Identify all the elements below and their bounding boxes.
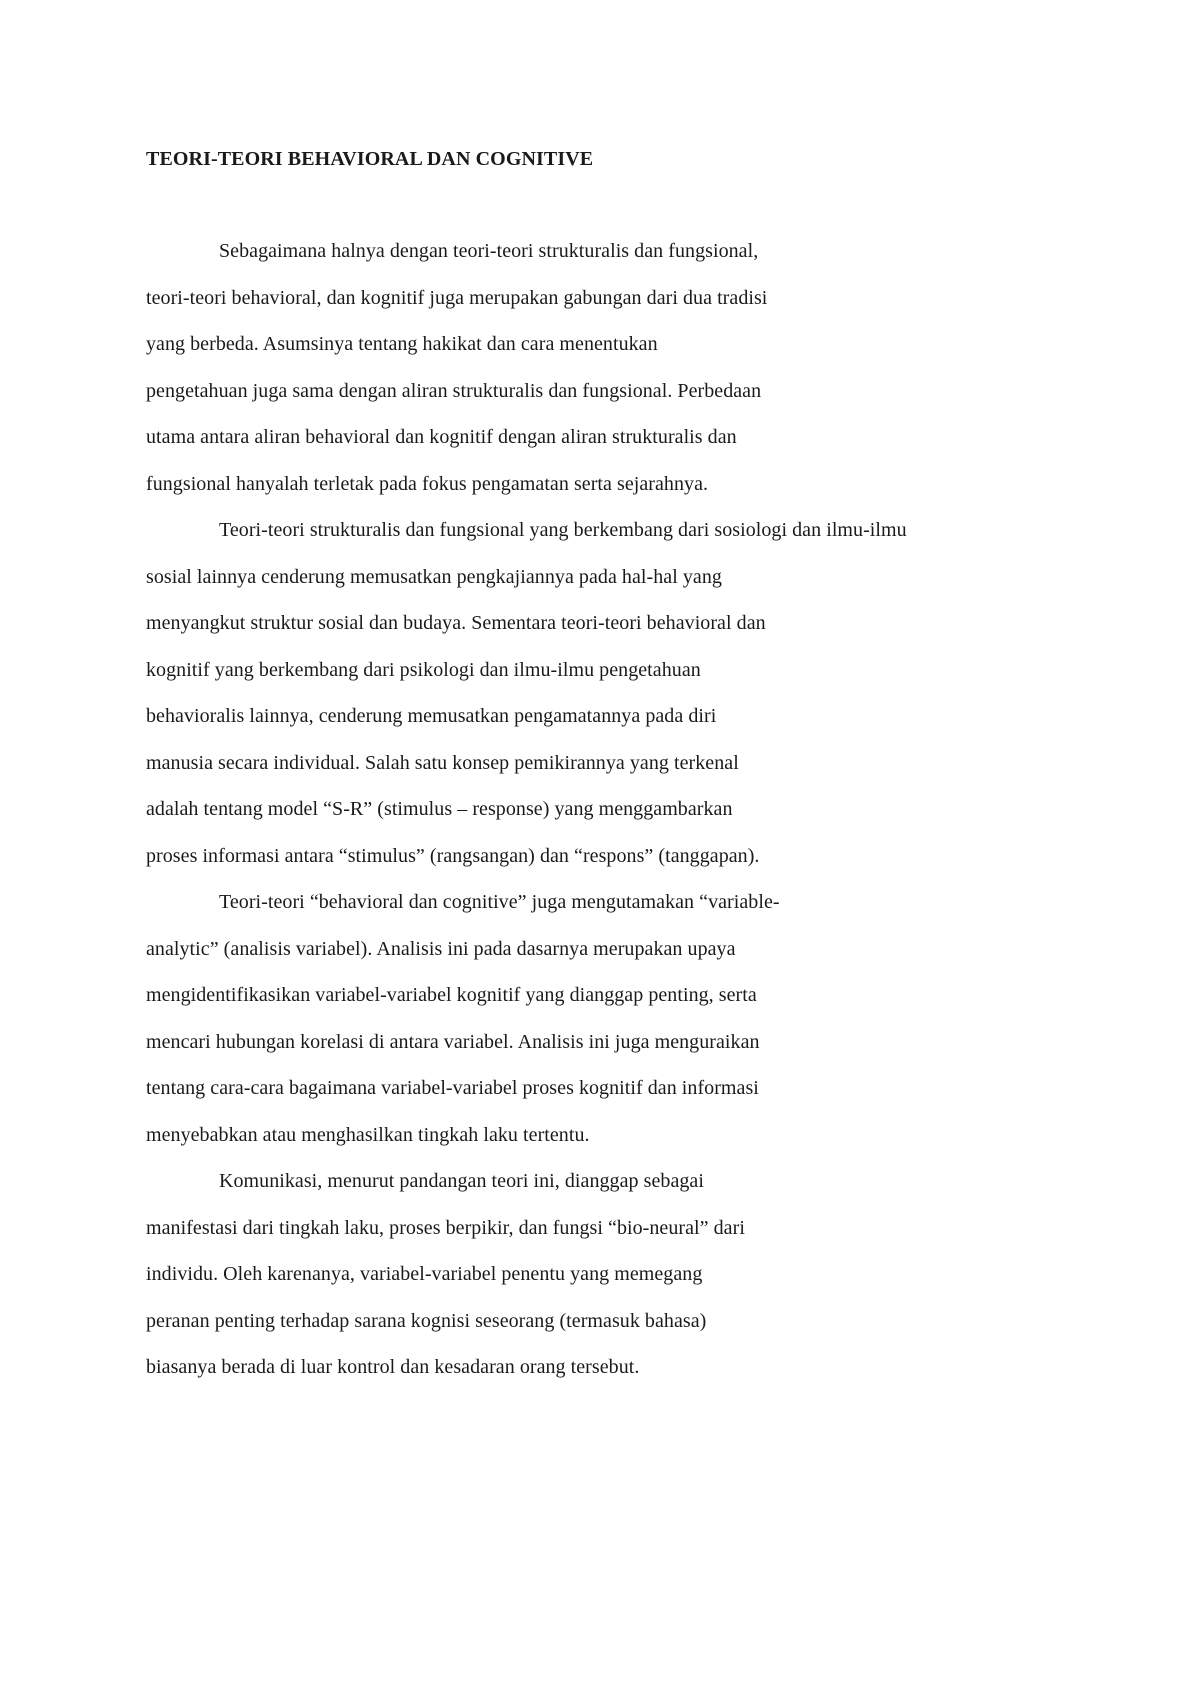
document-body [146,239,1066,1402]
text-line: biasanya berada di luar kontrol dan kesadaran orang tersebut. [146,1356,640,1378]
text-line: sosial lainnya cenderung memusatkan pengkajiannya pada hal-hal yang [146,565,722,588]
document-title: TEORI-TEORI BEHAVIORAL DAN COGNITIVE [146,148,594,170]
text-line: teori-teori behavioral, dan kognitif juga merupakan gabungan dari dua tradisi [146,286,768,309]
text-line: manifestasi dari tingkah laku, proses berpikir, dan fungsi “bio-neural” dari [146,1216,745,1239]
document-content [146,147,1066,1378]
text-line: proses informasi antara “stimulus” (rangsangan) dan “respons” (tanggapan). [146,844,760,867]
paragraph-first-line: Komunikasi, menurut pandangan teori ini, dianggap sebagai [219,1170,704,1192]
text-line: fungsional hanyalah terletak pada fokus pengamatan serta sejarahnya. [146,472,709,495]
text-line: kognitif yang berkembang dari psikologi dan ilmu-ilmu pengetahuan [146,658,701,681]
text-line: mengidentifikasikan variabel-variabel kognitif yang dianggap penting, serta [146,984,757,1006]
text-line: utama antara aliran behavioral dan kognitif dengan aliran strukturalis dan [146,426,737,448]
text-line: analytic” (analisis variabel). Analisis ini pada dasarnya merupakan upaya [146,937,736,960]
text-line: menyangkut struktur sosial dan budaya. Sementara teori-teori behavioral dan [146,612,766,634]
text-line: menyebabkan atau menghasilkan tingkah laku tertentu. [146,1123,590,1146]
text-line: behavioralis lainnya, cenderung memusatkan pengamatannya pada diri [146,705,717,727]
paragraph-first-line: Teori-teori strukturalis dan fungsional yang berkembang dari sosiologi dan ilmu-ilmu [219,519,907,541]
paragraph-first-line: Teori-teori “behavioral dan cognitive” juga mengutamakan “variable- [219,891,780,913]
text-line: mencari hubungan korelasi di antara variabel. Analisis ini juga menguraikan [146,1030,760,1053]
paragraph-first-line: Sebagaimana halnya dengan teori-teori strukturalis dan fungsional, [219,240,759,262]
text-line: tentang cara-cara bagaimana variabel-variabel proses kognitif dan informasi [146,1077,759,1099]
text-line: adalah tentang model “S-R” (stimulus – response) yang menggambarkan [146,798,733,820]
text-line: pengetahuan juga sama dengan aliran strukturalis dan fungsional. Perbedaan [146,379,762,402]
text-line: peranan penting terhadap sarana kognisi seseorang (termasuk bahasa) [146,1309,707,1332]
text-line: individu. Oleh karenanya, variabel-variabel penentu yang memegang [146,1263,703,1285]
text-line: yang berbeda. Asumsinya tentang hakikat dan cara menentukan [146,333,658,355]
text-line: manusia secara individual. Salah satu konsep pemikirannya yang terkenal [146,751,739,774]
